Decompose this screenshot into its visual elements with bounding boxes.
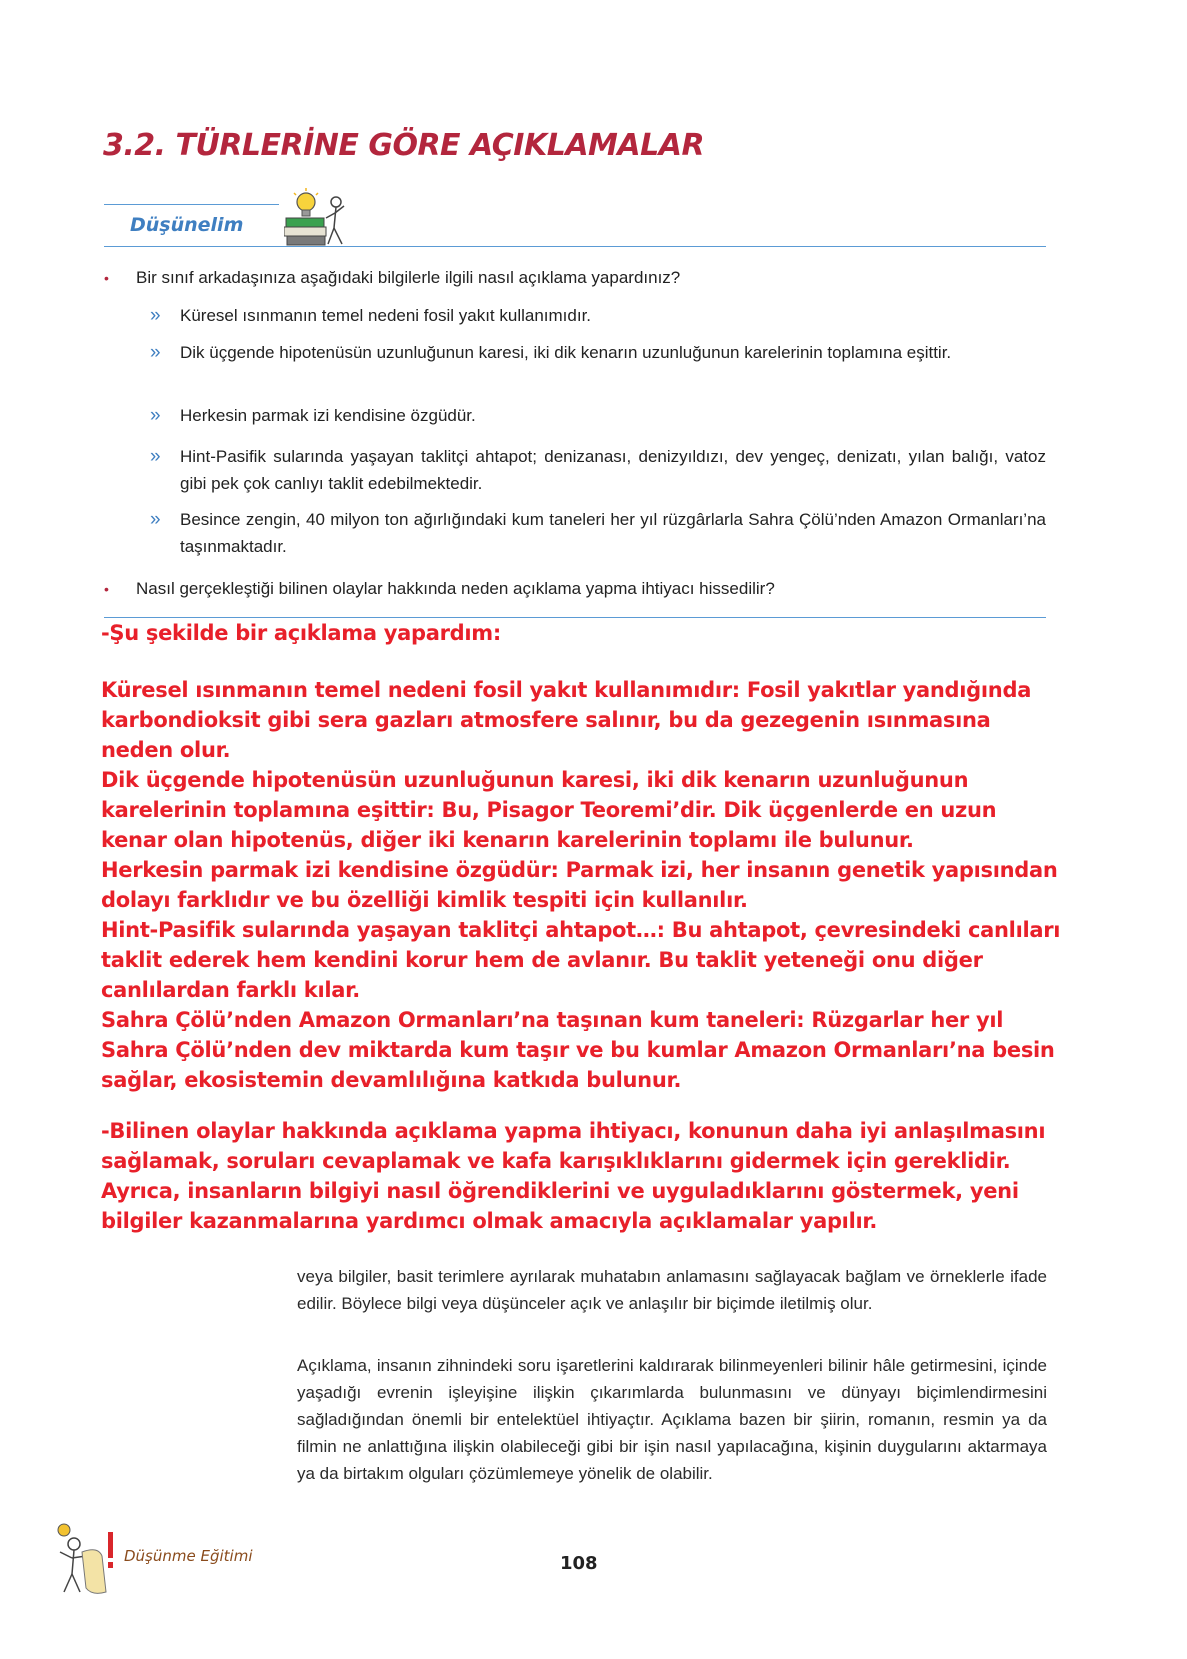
answer-block	[101, 675, 1061, 1095]
answer-paragraph: Hint-Pasifik sularında yaşayan taklitçi ahtapot…: Bu ahtapot, çevresindeki canlıları taklit ederek hem kendini korur hem de avlanır. Bu taklit yeteneği onu diğer canlılardan farklı kılar.	[101, 918, 1061, 1002]
body-paragraph: Açıklama, insanın zihnindeki soru işaretlerini kaldırarak bilinmeyenleri bilinir hâle getirmesini, içinde yaşadığı evrenin işleyişine ilişkin çıkarımlarda bulunmasını ve dünyayı biçimlendirmesini sağladığından önemli bir entelektüel ihtiyaçtır. Açıklama bazen bir şiirin, romanın, resmin ya da filmin ne anlattığına ilişkin olabileceği gibi bir işin nasıl yapılacağına, kişinin duygularını aktarmaya ya da birtakım olguları çözümlemeye yönelik de olabilir.	[297, 1356, 1047, 1483]
list-item-text: Herkesin parmak izi kendisine özgüdür.	[180, 406, 476, 425]
question-text: Nasıl gerçekleştiği bilinen olaylar hakkında neden açıklama yapma ihtiyacı hissedilir?	[136, 579, 775, 598]
bullet-glyph: •	[104, 581, 109, 597]
section-title: 3.2. TÜRLERİNE GÖRE AÇIKLAMALAR	[103, 128, 705, 163]
list-item-text: Küresel ısınmanın temel nedeni fosil yakıt kullanımıdır.	[180, 306, 592, 325]
list-item-text: Hint-Pasifik sularında yaşayan taklitçi ahtapot; denizanası, denizyıldızı, dev yengeç, denizatı, yılan balığı, vatoz gibi pek çok canlıyı taklit edebilmektedir.	[180, 447, 1046, 493]
list-item-text: Besince zengin, 40 milyon ton ağırlığındaki kum taneleri her yıl rüzgârlarla Sahra Çölü’nden Amazon Ormanları’na taşınmaktadır.	[180, 510, 1046, 556]
think-box-top-rule	[104, 204, 279, 205]
answer-paragraph: Dik üçgende hipotenüsün uzunluğunun karesi, iki dik kenarın uzunluğunun karelerinin toplamına eşittir: Bu, Pisagor Teoremi’dir. Dik üçgenlerde en uzun kenar olan hipotenüs, diğer iki kenarın karelerinin toplamı ile bulunur.	[101, 768, 997, 852]
chevron-icon: »	[150, 509, 161, 530]
answer-paragraph: Küresel ısınmanın temel nedeni fosil yakıt kullanımıdır: Fosil yakıtlar yandığında karbondioksit gibi sera gazları atmosfere salınır, bu da gezegenin ısınmasına neden olur.	[101, 678, 1032, 762]
thinking-figure-logo-icon	[52, 1522, 120, 1596]
answer-paragraph: Herkesin parmak izi kendisine özgüdür: Parmak izi, her insanın genetik yapısından dolayı farklıdır ve bu özelliği kimlik tespiti için kullanılır.	[101, 858, 1058, 912]
footer-logo-text: Düşünme Eğitimi	[124, 1547, 253, 1565]
answer-intro: -Şu şekilde bir açıklama yapardım:	[101, 621, 501, 645]
chevron-icon: »	[150, 405, 161, 426]
list-item-text: Dik üçgende hipotenüsün uzunluğunun karesi, iki dik kenarın uzunluğunun karelerinin toplamına eşittir.	[180, 343, 952, 362]
question-text: Bir sınıf arkadaşınıza aşağıdaki bilgilerle ilgili nasıl açıklama yapardınız?	[136, 268, 681, 287]
chevron-icon: »	[150, 342, 161, 363]
think-box-label: Düşünelim	[130, 214, 244, 236]
body-paragraph: veya bilgiler, basit terimlere ayrılarak muhatabın anlamasını sağlayacak bağlam ve örneklerle ifade edilir. Böylece bilgi veya düşünceler açık ve anlaşılır bir biçimde iletilmiş olur.	[297, 1267, 1047, 1313]
page-number: 108	[560, 1553, 598, 1574]
answer-paragraph: Sahra Çölü’nden Amazon Ormanları’na taşınan kum taneleri: Rüzgarlar her yıl Sahra Çölü’nden dev miktarda kum taşır ve bu kumlar Amazon Ormanları’na besin sağlar, ekosistemin devamlılığına katkıda bulunur.	[101, 1008, 1055, 1092]
lightbulb-books-icon	[284, 188, 348, 250]
answer-second: -Bilinen olaylar hakkında açıklama yapma ihtiyacı, konunun daha iyi anlaşılmasını sağlamak, soruları cevaplamak ve kafa karışıklıklarını gidermek için gereklidir. Ayrıca, insanların bilgiyi nasıl öğrendiklerini ve uyguladıklarını göstermek, yeni bilgiler kazanmalarına yardımcı olmak amacıyla açıklamalar yapılır.	[101, 1119, 1046, 1233]
bullet-glyph: •	[104, 270, 109, 286]
think-box-rule	[104, 246, 1046, 247]
chevron-icon: »	[150, 305, 161, 326]
chevron-icon: »	[150, 446, 161, 467]
